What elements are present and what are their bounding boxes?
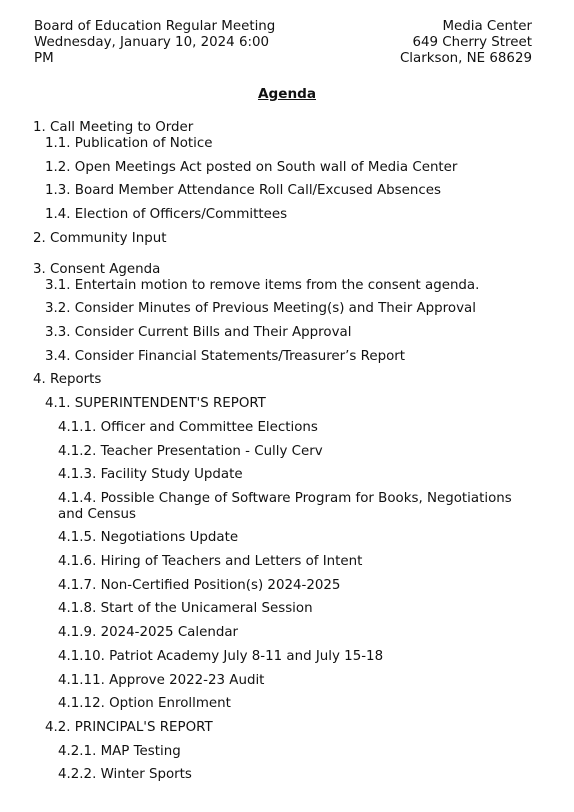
agenda-item: 4.1.4. Possible Change of Software Program for Books, Negotiations and Census [58, 491, 512, 522]
agenda-item: 1.4. Election of Officers/Committees [45, 207, 288, 222]
location-city: Clarkson, NE 68629 [399, 51, 532, 66]
agenda-item: 4.1.3. Facility Study Update [58, 467, 243, 482]
meeting-date: Wednesday, January 10, 2024 6:00 [34, 35, 270, 50]
agenda-item: 2. Community Input [33, 231, 167, 246]
agenda-item: 4.1.7. Non-Certified Position(s) 2024-2025 [58, 578, 341, 593]
agenda-item: 4.1.8. Start of the Unicameral Session [58, 601, 313, 616]
meeting-location [400, 19, 532, 67]
agenda-item: 4.1.2. Teacher Presentation - Cully Cerv [58, 444, 323, 459]
agenda-item: 3.3. Consider Current Bills and Their Approval [45, 325, 352, 340]
agenda-item: 4.1. SUPERINTENDENT'S REPORT [45, 396, 266, 411]
agenda-item: 4.2.2. Winter Sports [58, 767, 192, 782]
agenda-item: 4.1.6. Hiring of Teachers and Letters of Intent [58, 554, 363, 569]
agenda-item: 1.1. Publication of Notice [45, 136, 213, 151]
agenda-item: 4.1.10. Patriot Academy July 8-11 and July 15-18 [58, 649, 384, 664]
agenda-item: 4.1.11. Approve 2022-23 Audit [58, 673, 265, 688]
agenda-item: 3. Consent Agenda [33, 262, 161, 277]
agenda-item: 4.1.9. 2024-2025 Calendar [58, 625, 239, 640]
agenda-item: 4.2. PRINCIPAL'S REPORT [45, 720, 213, 735]
agenda-item: 4.1.12. Option Enrollment [58, 696, 231, 711]
agenda-item: 4. Reports [33, 372, 102, 387]
document-header [34, 19, 532, 71]
agenda-item: 3.1. Entertain motion to remove items from the consent agenda. [45, 278, 480, 293]
meeting-time-suffix: PM [34, 51, 54, 66]
agenda-item: 4.1.5. Negotiations Update [58, 530, 239, 545]
meeting-info [34, 19, 284, 67]
meeting-title: Board of Education Regular Meeting [34, 19, 276, 34]
agenda-item: 1.3. Board Member Attendance Roll Call/Excused Absences [45, 183, 441, 198]
page-title: Agenda [257, 86, 317, 102]
location-name: Media Center [442, 19, 532, 34]
agenda-item: 1. Call Meeting to Order [33, 120, 194, 135]
location-street: 649 Cherry Street [412, 35, 532, 50]
agenda-item: 3.2. Consider Minutes of Previous Meeting(s) and Their Approval [45, 301, 476, 316]
agenda-item: 1.2. Open Meetings Act posted on South wall of Media Center [45, 160, 458, 175]
agenda-item: 4.1.1. Officer and Committee Elections [58, 420, 318, 435]
agenda-item: 3.4. Consider Financial Statements/Treasurer’s Report [45, 349, 406, 364]
agenda-item: 4.2.1. MAP Testing [58, 744, 181, 759]
